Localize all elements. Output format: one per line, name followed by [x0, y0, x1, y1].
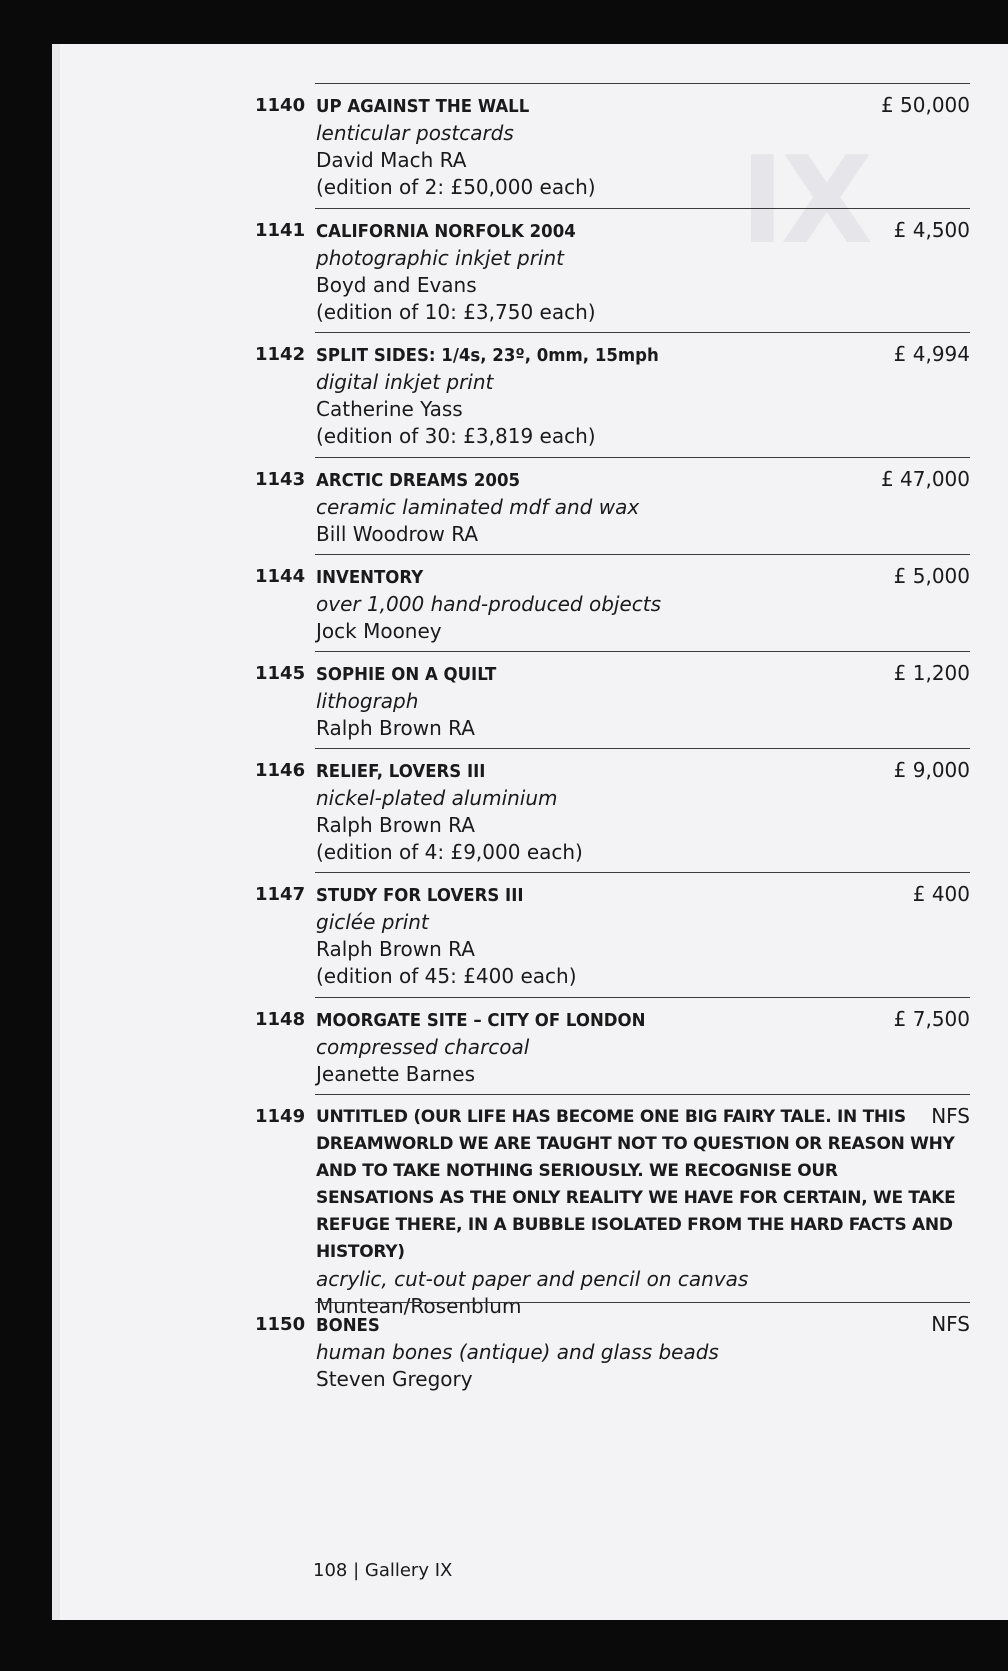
- entry-rule: [315, 872, 970, 873]
- entry-number: 1150: [255, 1314, 306, 1335]
- entry-title: UNTITLED (OUR LIFE HAS BECOME ONE BIG FAIRY TALE. IN THIS DREAMWORLD WE ARE TAUGHT NOT TO QUESTION OR REASON WHY AND TO TAKE NOTHING SERIOUSLY. WE RECOGNISE OUR SENSATIONS AS THE ONLY REALITY WE HAVE FOR CERTAIN, WE TAKE REFUGE THERE, IN A BUBBLE ISOLATED FROM THE HARD FACTS AND HISTORY): [316, 1107, 956, 1262]
- entry-medium: over 1,000 hand-produced objects: [316, 592, 662, 616]
- show-through-gallery-number: IX: [740, 132, 870, 271]
- entry-artist: Boyd and Evans: [316, 273, 477, 297]
- entry-artist: Bill Woodrow RA: [316, 522, 479, 546]
- entry-medium: compressed charcoal: [316, 1035, 530, 1059]
- entry-number: 1143: [255, 469, 306, 490]
- entry-title: SPLIT SIDES: 1/4s, 23º, 0mm, 15mph: [316, 345, 659, 366]
- entry-price: £ 50,000: [880, 93, 970, 117]
- entry-edition: (edition of 10: £3,750 each): [316, 300, 596, 324]
- entry-artist: Steven Gregory: [316, 1367, 473, 1391]
- entry-title: STUDY FOR LOVERS III: [316, 885, 524, 906]
- entry-number: 1147: [255, 884, 306, 905]
- entry-rule: [315, 457, 970, 458]
- entry-medium: human bones (antique) and glass beads: [316, 1340, 719, 1364]
- entry-number: 1140: [255, 95, 306, 116]
- entry-medium: photographic inkjet print: [316, 246, 565, 270]
- entry-artist: David Mach RA: [316, 148, 467, 172]
- entry-medium: nickel-plated aluminium: [316, 786, 558, 810]
- entry-price: £ 1,200: [893, 661, 970, 685]
- entry-title: MOORGATE SITE – CITY OF LONDON: [316, 1010, 646, 1031]
- entry-medium: acrylic, cut-out paper and pencil on canvas: [316, 1267, 749, 1291]
- entry-edition: (edition of 30: £3,819 each): [316, 424, 596, 448]
- entry-number: 1148: [255, 1009, 306, 1030]
- entry-artist: Ralph Brown RA: [316, 716, 475, 740]
- entry-rule: [315, 83, 970, 84]
- entry-number: 1142: [255, 344, 306, 365]
- entry-price: £ 47,000: [880, 467, 970, 491]
- entry-title: RELIEF, LOVERS III: [316, 761, 486, 782]
- entry-medium: lithograph: [316, 689, 419, 713]
- entry-title: ARCTIC DREAMS 2005: [316, 470, 520, 491]
- entry-medium: digital inkjet print: [316, 370, 494, 394]
- entry-rule: [315, 997, 970, 998]
- entry-artist: Catherine Yass: [316, 397, 463, 421]
- entry-artist: Ralph Brown RA: [316, 813, 475, 837]
- entry-number: 1149: [255, 1106, 306, 1127]
- entry-artist: Jeanette Barnes: [316, 1062, 476, 1086]
- entry-number: 1145: [255, 663, 306, 684]
- entry-title: INVENTORY: [316, 567, 424, 588]
- entry-edition: (edition of 4: £9,000 each): [316, 840, 583, 864]
- page-footer: 108 | Gallery IX: [313, 1560, 453, 1581]
- entry-price: £ 4,994: [893, 342, 970, 366]
- entry-price: £ 4,500: [893, 218, 970, 242]
- entry-title: SOPHIE ON A QUILT: [316, 664, 497, 685]
- entry-rule: [315, 651, 970, 652]
- entry-price: £ 7,500: [893, 1007, 970, 1031]
- entry-rule: [315, 208, 970, 209]
- entry-rule: [315, 1094, 970, 1095]
- entry-rule: [315, 332, 970, 333]
- entry-number: 1141: [255, 220, 306, 241]
- entry-price: £ 5,000: [893, 564, 970, 588]
- entry-number: 1144: [255, 566, 306, 587]
- entry-title: BONES: [316, 1315, 380, 1336]
- entry-artist: Muntean/Rosenblum: [316, 1294, 522, 1318]
- entry-medium: lenticular postcards: [316, 121, 514, 145]
- entry-medium: ceramic laminated mdf and wax: [316, 495, 640, 519]
- entry-price: £ 400: [912, 882, 970, 906]
- entry-title: UP AGAINST THE WALL: [316, 96, 530, 117]
- entry-price: NFS: [931, 1312, 970, 1336]
- entry-price: NFS: [931, 1104, 970, 1128]
- entry-rule: [315, 748, 970, 749]
- entry-edition: (edition of 2: £50,000 each): [316, 175, 596, 199]
- entry-number: 1146: [255, 760, 306, 781]
- entry-price: £ 9,000: [893, 758, 970, 782]
- entry-artist: Ralph Brown RA: [316, 937, 475, 961]
- entry-edition: (edition of 45: £400 each): [316, 964, 577, 988]
- entry-artist: Jock Mooney: [316, 619, 442, 643]
- entry-rule: [315, 554, 970, 555]
- entry-medium: giclée print: [316, 910, 429, 934]
- entry-rule: [315, 1302, 970, 1303]
- entry-title: CALIFORNIA NORFOLK 2004: [316, 221, 576, 242]
